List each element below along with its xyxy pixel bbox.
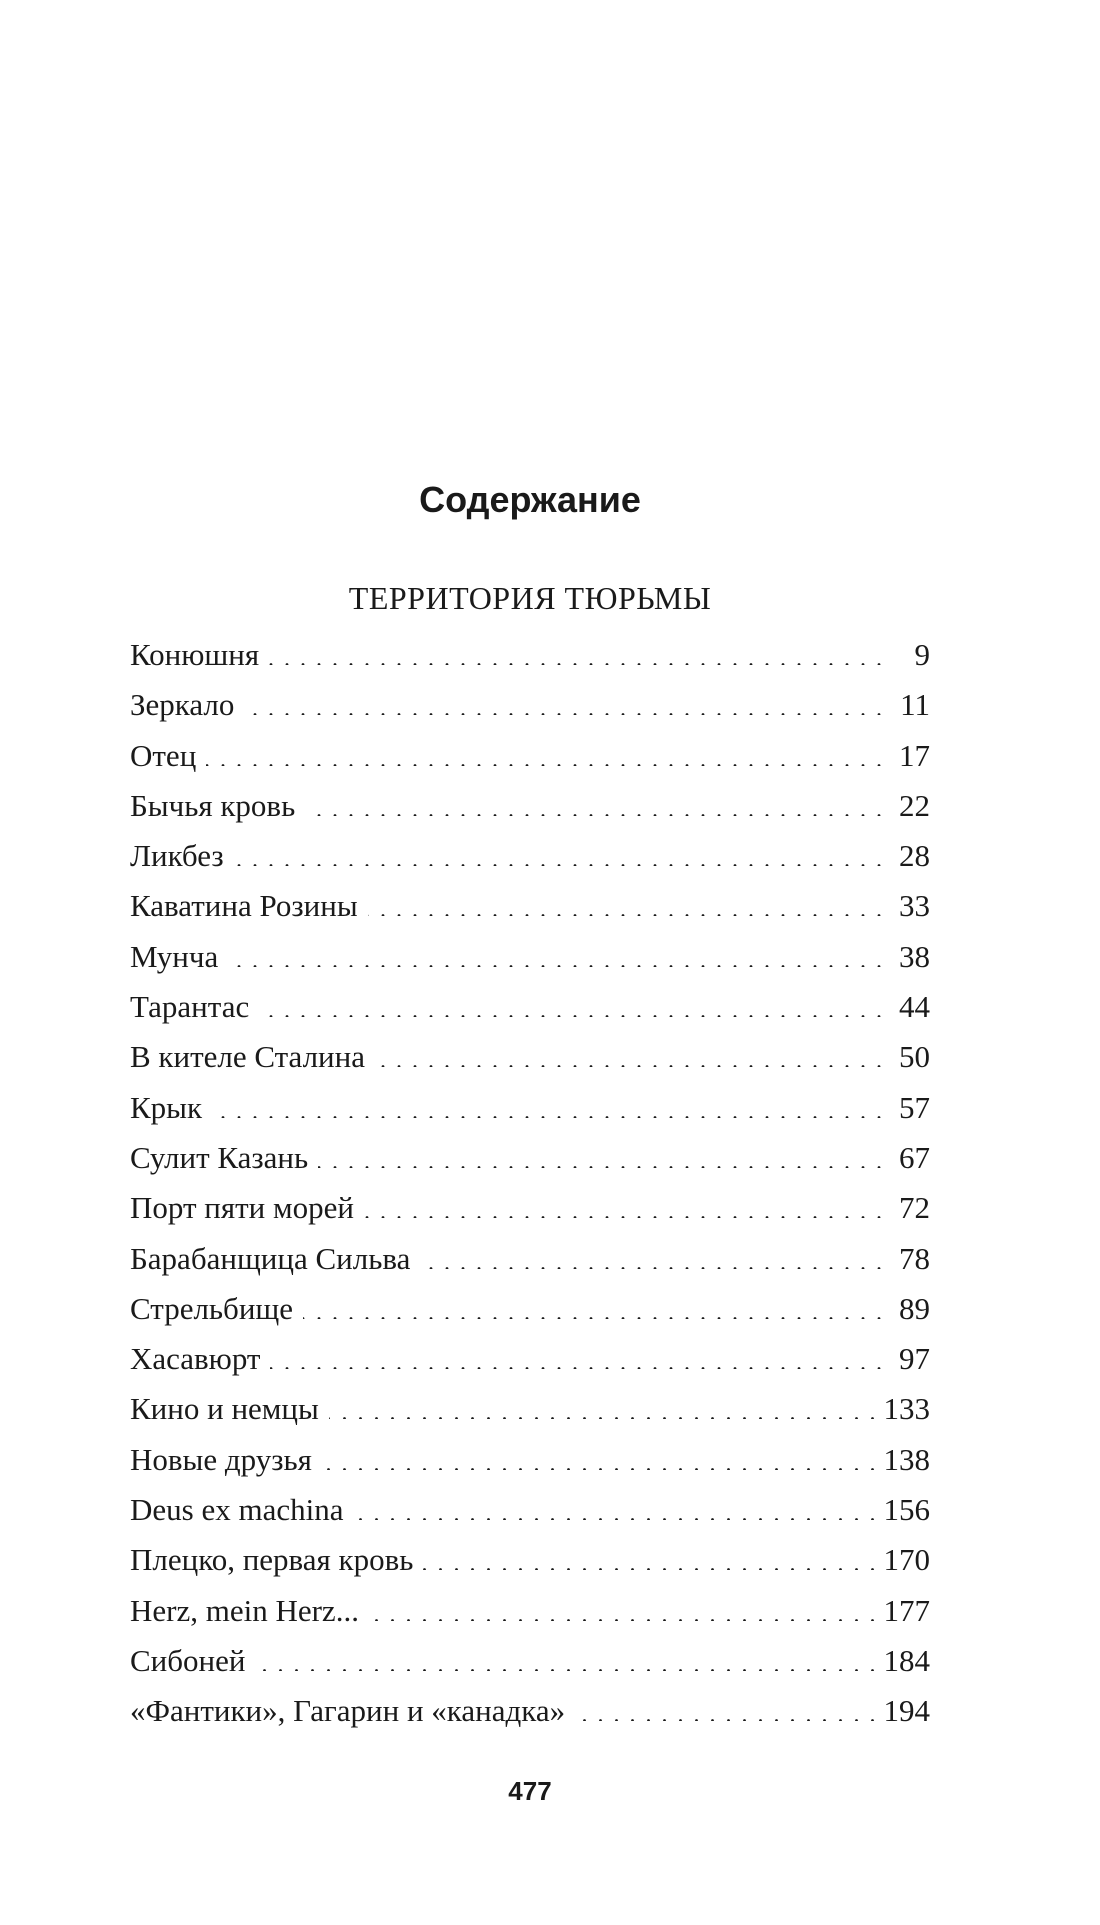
dot-leader [420, 1249, 884, 1269]
toc-entry-page: 138 [883, 1441, 930, 1477]
toc-entry-title: Стрельбище [130, 1290, 294, 1326]
toc-entry-title: Ликбез [130, 838, 224, 874]
dot-leader [353, 1500, 877, 1520]
toc-entry-title: «Фантики», Гагарин и «канадка» [130, 1693, 566, 1729]
toc-entry-page: 72 [899, 1190, 930, 1226]
toc-entry-title: Хасавюрт [130, 1341, 261, 1377]
toc-entry-page: 184 [883, 1642, 930, 1678]
toc-entry-title: Кино и немцы [130, 1391, 319, 1427]
toc-entry[interactable] [130, 1334, 930, 1384]
toc-entry-page: 17 [899, 737, 930, 773]
toc-entry-page: 44 [899, 989, 930, 1025]
section-heading: ТЕРРИТОРИЯ ТЮРЬМЫ [348, 580, 712, 616]
dot-leader [305, 796, 884, 816]
toc-entry-page: 133 [883, 1391, 930, 1427]
dot-leader [255, 1651, 877, 1671]
toc-entry[interactable] [130, 1686, 930, 1736]
dot-leader [303, 1299, 884, 1319]
dot-leader [575, 1701, 877, 1721]
toc-entry-page: 156 [883, 1492, 930, 1528]
dot-leader [375, 1047, 884, 1067]
toc-entry-page: 194 [883, 1693, 930, 1729]
dot-leader [269, 645, 884, 665]
toc-entry-page: 177 [883, 1592, 930, 1628]
toc-entry-title: Конюшня [130, 637, 260, 672]
toc-entry-page: 38 [899, 938, 930, 974]
toc-entry-title: Каватина Розины [130, 888, 358, 924]
dot-leader [206, 746, 884, 766]
toc-entry[interactable] [130, 1636, 930, 1686]
toc-entry[interactable] [130, 1435, 930, 1485]
toc-entry[interactable] [130, 1535, 930, 1585]
dot-leader [212, 1098, 884, 1118]
toc-entry-page: 9 [914, 637, 930, 672]
toc-entry[interactable] [130, 781, 930, 831]
toc-entry[interactable] [130, 831, 930, 881]
toc-entry-page: 78 [899, 1240, 930, 1276]
toc-entry[interactable] [130, 630, 930, 680]
toc-entry[interactable] [130, 680, 930, 730]
toc-entry-page: 89 [899, 1290, 930, 1326]
toc-entry-page: 57 [899, 1089, 930, 1125]
toc-entry-title: Зеркало [130, 687, 235, 723]
toc-entry[interactable] [130, 1384, 930, 1434]
toc-entry-title: Herz, mein Herz... [130, 1592, 359, 1628]
toc-entry[interactable] [130, 1586, 930, 1636]
dot-leader [234, 846, 884, 866]
dot-leader [322, 1450, 878, 1470]
toc-entry-page: 67 [899, 1139, 930, 1175]
toc-entry[interactable] [130, 1284, 930, 1334]
toc-entry-page: 97 [899, 1341, 930, 1377]
toc-entry[interactable] [130, 731, 930, 781]
toc-entry-title: Deus ex machina [130, 1492, 344, 1528]
dot-leader [270, 1349, 884, 1369]
dot-leader [369, 1601, 878, 1621]
toc-entry-page: 170 [883, 1542, 930, 1578]
toc-entry[interactable] [130, 932, 930, 982]
toc-entry-title: Тарантас [130, 989, 250, 1025]
toc-entry-title: Отец [130, 737, 197, 773]
toc-entry-title: Бычья кровь [130, 787, 296, 823]
toc-entry-title: Крык [130, 1089, 203, 1125]
toc-entry[interactable] [130, 1234, 930, 1284]
page-number: 477 [508, 1776, 552, 1806]
toc-entry-title: Мунча [130, 938, 219, 974]
toc-entry-title: Новые друзья [130, 1441, 312, 1477]
dot-leader [228, 947, 884, 967]
dot-leader [364, 1198, 884, 1218]
dot-leader [368, 896, 884, 916]
toc-entry-title: Барабанщица Сильва [130, 1240, 411, 1276]
toc-entry-title: Плецко, первая кровь [130, 1542, 414, 1578]
dot-leader [423, 1550, 877, 1570]
toc-entry[interactable] [130, 881, 930, 931]
toc-entry-title: Сулит Казань [130, 1139, 309, 1175]
toc-entry[interactable] [130, 1183, 930, 1233]
toc-entry-page: 50 [899, 1039, 930, 1075]
table-of-contents [130, 630, 930, 1737]
toc-entry-page: 11 [900, 687, 930, 723]
toc-entry-title: В кителе Сталина [130, 1039, 365, 1075]
toc-entry-page: 33 [899, 888, 930, 924]
toc-entry-title: Порт пяти морей [130, 1190, 354, 1226]
toc-entry-page: 22 [899, 787, 930, 823]
toc-entry[interactable] [130, 982, 930, 1032]
dot-leader [329, 1399, 878, 1419]
toc-entry[interactable] [130, 1485, 930, 1535]
toc-entry[interactable] [130, 1032, 930, 1082]
dot-leader [244, 695, 884, 715]
page-title: Содержание [419, 479, 641, 520]
toc-entry-page: 28 [899, 838, 930, 874]
dot-leader [259, 997, 884, 1017]
dot-leader [318, 1148, 884, 1168]
toc-entry-title: Сибоней [130, 1642, 246, 1678]
toc-entry[interactable] [130, 1133, 930, 1183]
toc-entry[interactable] [130, 1083, 930, 1133]
